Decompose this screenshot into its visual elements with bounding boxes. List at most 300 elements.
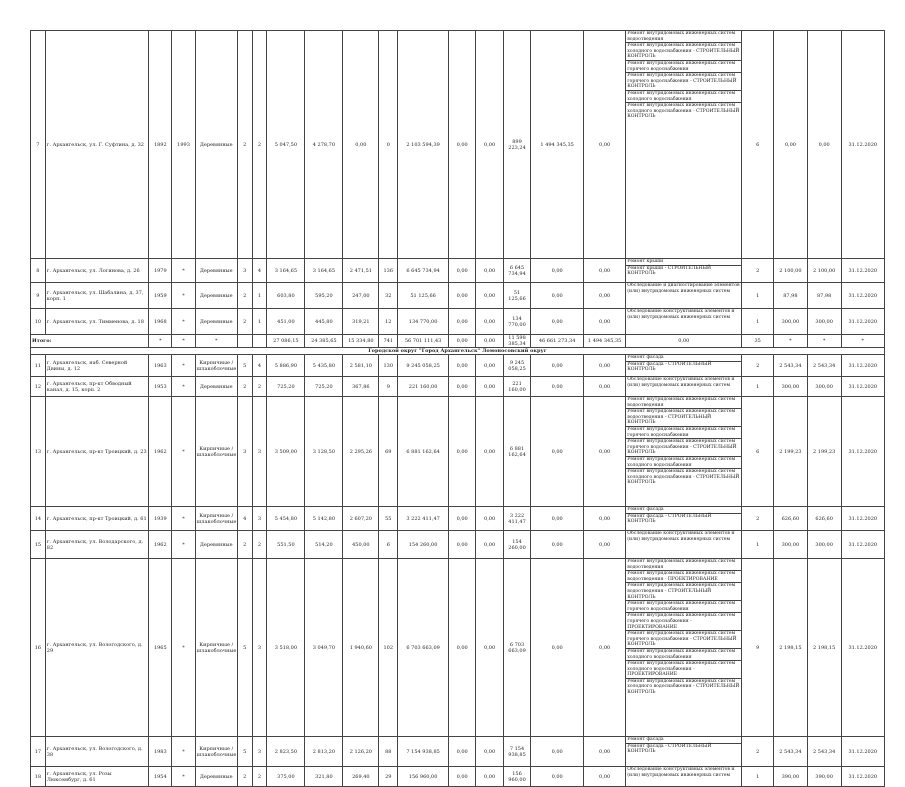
work-item: Ремонт внутридомовых инженерных систем горячего водоснабжения xyxy=(626,601,741,613)
work-item: Ремонт внутридомовых инженерных систем холодного водоснабжения xyxy=(626,91,741,103)
cell-addr: г. Архангельск, ул. Г. Суфтина, д. 32 xyxy=(45,31,148,259)
cell-m2: 300,00 xyxy=(774,309,808,335)
cell-y1: 1968 xyxy=(149,309,172,335)
cell-y1: 1953 xyxy=(149,377,172,397)
work-item: Ремонт внутридомовых инженерных систем холодного водоснабжения xyxy=(626,457,741,469)
cell-z1: 0,00 xyxy=(448,259,475,283)
cell-addr: г. Архангельск, ул. Вологодского, д. 29 xyxy=(45,559,148,737)
cell-c2: 0,00 xyxy=(531,397,584,507)
cell-date: 31.12.2020 xyxy=(841,531,884,559)
cell-date: 31.12.2020 xyxy=(841,767,884,787)
cell-res: 130 xyxy=(379,355,398,377)
capital-repair-table xyxy=(30,30,885,787)
total-cell xyxy=(252,335,267,348)
cell-cost: 7 154 938,85 xyxy=(398,737,449,767)
work-item: Ремонт внутридомовых инженерных систем горячего водоснабжения - ПРОЕКТИРОВАНИЕ xyxy=(626,613,741,631)
cell-m1: 6 xyxy=(742,397,774,507)
total-cell: 0,00 xyxy=(626,335,742,348)
cell-fl: 2 xyxy=(237,309,252,335)
cell-s3: 367,86 xyxy=(343,377,379,397)
cell-c2: 0,00 xyxy=(531,377,584,397)
cell-z3: 0,00 xyxy=(584,559,626,737)
cell-s2: 4 278,70 xyxy=(305,31,343,259)
cell-s2: 595,20 xyxy=(305,283,343,309)
table-row xyxy=(31,397,885,507)
cell-m2: 2 543,34 xyxy=(774,737,808,767)
cell-z1: 0,00 xyxy=(448,283,475,309)
district-header-row xyxy=(31,348,885,355)
cell-date: 31.12.2020 xyxy=(841,283,884,309)
cell-n: 18 xyxy=(31,767,46,787)
cell-n: 11 xyxy=(31,355,46,377)
cell-addr: г. Архангельск, ул. Логинова, д. 26 xyxy=(45,259,148,283)
work-item: Ремонт фасада - СТРОИТЕЛЬНЫЙ КОНТРОЛЬ xyxy=(627,361,712,373)
cell-res: 6 xyxy=(379,531,398,559)
cell-res: 69 xyxy=(379,397,398,507)
cell-res: 12 xyxy=(379,309,398,335)
cell-y2: 1993 xyxy=(172,31,195,259)
cell-cost: 2 103 594,39 xyxy=(398,31,449,259)
cell-fl: 5 xyxy=(237,355,252,377)
work-item: Ремонт внутридомовых инженерных систем водоотведения xyxy=(626,559,741,571)
cell-z2: 0,00 xyxy=(476,259,503,283)
cell-m2: 2 100,00 xyxy=(774,259,808,283)
cell-y1: 1954 xyxy=(149,767,172,787)
cell-z2: 0,00 xyxy=(476,309,503,335)
cell-s2: 5 142,80 xyxy=(305,507,343,531)
cell-n: 9 xyxy=(31,283,46,309)
cell-m2: 0,00 xyxy=(774,31,808,259)
cell-y1: 1892 xyxy=(149,31,172,259)
cell-mat: Деревянные xyxy=(195,377,237,397)
cell-c2: 0,00 xyxy=(531,559,584,737)
cell-fl: 2 xyxy=(237,283,252,309)
cell-cost: 3 222 411,47 xyxy=(398,507,449,531)
work-item: Ремонт внутридомовых инженерных систем водоотведения xyxy=(626,31,741,43)
work-item: Ремонт внутридомовых инженерных систем горячего водоснабжения - СТРОИТЕЛЬНЫЙ КОНТРОЛЬ xyxy=(626,439,741,457)
work-item: Ремонт фасада xyxy=(626,737,741,744)
cell-m3: 2 198,15 xyxy=(807,559,841,737)
total-cell: 741 xyxy=(379,335,398,348)
cell-y2: * xyxy=(172,507,195,531)
cell-fl: 3 xyxy=(237,397,252,507)
total-cell: 0,00 xyxy=(476,335,503,348)
total-label: Итого: xyxy=(31,335,149,348)
cell-z2: 0,00 xyxy=(476,559,503,737)
cell-m1: 9 xyxy=(742,559,774,737)
cell-res: 9 xyxy=(379,377,398,397)
cell-z1: 0,00 xyxy=(448,397,475,507)
cell-mat: Деревянные xyxy=(195,283,237,309)
cell-z2: 0,00 xyxy=(476,531,503,559)
cell-en: 2 xyxy=(252,767,267,787)
cell-m1: 1 xyxy=(742,767,774,787)
work-item: Ремонт внутридомовых инженерных систем холодного водоснабжения - ПРОЕКТИРОВАНИЕ xyxy=(626,661,741,679)
total-cell: 27 086,15 xyxy=(267,335,305,348)
cell-c1: 156 960,00 xyxy=(503,767,530,787)
work-item: Ремонт фасада xyxy=(626,355,741,362)
total-cell: * xyxy=(172,335,195,348)
cell-mat: Деревянные xyxy=(195,309,237,335)
table-row xyxy=(31,259,885,283)
cell-c2: 0,00 xyxy=(531,355,584,377)
cell-addr: г. Архангельск, ул. Володарского, д. 82 xyxy=(45,531,148,559)
work-item: Ремонт крыши xyxy=(626,259,741,266)
cell-fl: 3 xyxy=(237,259,252,283)
cell-en: 4 xyxy=(252,355,267,377)
cell-n: 13 xyxy=(31,397,46,507)
cell-s1: 451,00 xyxy=(267,309,305,335)
total-cell: * xyxy=(195,335,237,348)
cell-m1: 1 xyxy=(742,283,774,309)
works-cell xyxy=(626,767,742,787)
cell-date: 31.12.2020 xyxy=(841,559,884,737)
cell-z2: 0,00 xyxy=(476,507,503,531)
work-item: Ремонт внутридомовых инженерных систем водоотведения xyxy=(626,397,741,409)
cell-res: 55 xyxy=(379,507,398,531)
cell-fl: 2 xyxy=(237,31,252,259)
total-cell: * xyxy=(807,335,841,348)
total-cell: 1 494 345,35 xyxy=(584,335,626,348)
cell-y2: * xyxy=(172,767,195,787)
cell-c1: 154 260,00 xyxy=(503,531,530,559)
total-cell: 0,00 xyxy=(448,335,475,348)
cell-c2: 0,00 xyxy=(531,737,584,767)
cell-y2: * xyxy=(172,355,195,377)
cell-m1: 1 xyxy=(742,377,774,397)
cell-m1: 1 xyxy=(742,309,774,335)
cell-z2: 0,00 xyxy=(476,397,503,507)
cell-m2: 2 198,15 xyxy=(774,559,808,737)
cell-z1: 0,00 xyxy=(448,355,475,377)
cell-z1: 0,00 xyxy=(448,737,475,767)
cell-z1: 0,00 xyxy=(448,31,475,259)
total-cell: 46 661 273,34 xyxy=(531,335,584,348)
cell-c2: 0,00 xyxy=(531,283,584,309)
cell-s2: 514,20 xyxy=(305,531,343,559)
cell-s1: 551,50 xyxy=(267,531,305,559)
cell-n: 8 xyxy=(31,259,46,283)
cell-addr: г. Архангельск, ул. Розы Люксембург, д. 61 xyxy=(45,767,148,787)
cell-date: 31.12.2020 xyxy=(841,355,884,377)
cell-mat: Кирпичные / шлакоблочные xyxy=(195,355,237,377)
cell-z3: 0,00 xyxy=(584,377,626,397)
cell-m2: 626,60 xyxy=(774,507,808,531)
cell-m3: 2 543,34 xyxy=(807,737,841,767)
cell-mat: Кирпичные / шлакоблочные xyxy=(195,559,237,737)
cell-s2: 5 435,80 xyxy=(305,355,343,377)
cell-fl: 4 xyxy=(237,507,252,531)
cell-z3: 0,00 xyxy=(584,355,626,377)
cell-y1: 1983 xyxy=(149,737,172,767)
cell-en: 3 xyxy=(252,397,267,507)
cell-cost: 6 881 162,64 xyxy=(398,397,449,507)
cell-date: 31.12.2020 xyxy=(841,737,884,767)
cell-y1: 1962 xyxy=(149,397,172,507)
cell-y2: * xyxy=(172,737,195,767)
cell-s1: 3 164,65 xyxy=(267,259,305,283)
cell-addr: г. Архангельск, наб. Северной Двины, д. 12 xyxy=(45,355,148,377)
total-cell: 15 334,80 xyxy=(343,335,379,348)
cell-s3: 269,40 xyxy=(343,767,379,787)
work-item: Обследование конструктивных элементов и (или) внутридомовых инженерных систем xyxy=(627,531,735,542)
cell-date: 31.12.2020 xyxy=(841,397,884,507)
cell-m3: 87,98 xyxy=(807,283,841,309)
cell-z3: 0,00 xyxy=(584,259,626,283)
table-row xyxy=(31,377,885,397)
cell-m2: 390,00 xyxy=(774,767,808,787)
works-cell xyxy=(626,737,742,767)
work-item: Ремонт фасада - СТРОИТЕЛЬНЫЙ КОНТРОЛЬ xyxy=(627,743,712,755)
table-row xyxy=(31,355,885,377)
cell-z3: 0,00 xyxy=(584,507,626,531)
cell-s3: 1 940,60 xyxy=(343,559,379,737)
cell-m2: 87,98 xyxy=(774,283,808,309)
cell-c1: 221 160,00 xyxy=(503,377,530,397)
table-row xyxy=(31,767,885,787)
works-cell xyxy=(626,531,742,559)
work-item: Обследование и диагностирование элементов (или) внутридомовых инженерных систем xyxy=(627,283,740,294)
cell-en: 3 xyxy=(252,507,267,531)
cell-en: 1 xyxy=(252,309,267,335)
cell-c2: 0,00 xyxy=(531,507,584,531)
work-item: Ремонт внутридомовых инженерных систем горячего водоснабжения - СТРОИТЕЛЬНЫЙ КОНТРОЛЬ xyxy=(626,73,741,91)
cell-c1: 3 222 411,47 xyxy=(503,507,530,531)
work-item: Ремонт внутридомовых инженерных систем водоотведения - ПРОЕКТИРОВАНИЕ xyxy=(626,571,741,583)
cell-m3: 300,00 xyxy=(807,377,841,397)
cell-c1: 7 154 938,85 xyxy=(503,737,530,767)
cell-y2: * xyxy=(172,309,195,335)
table-row xyxy=(31,309,885,335)
cell-s2: 3 164,65 xyxy=(305,259,343,283)
table-row xyxy=(31,31,885,259)
cell-addr: г. Архангельск, пр-кт Троицкий, д. 61 xyxy=(45,507,148,531)
cell-z1: 0,00 xyxy=(448,309,475,335)
cell-mat: Деревянные xyxy=(195,31,237,259)
district-title: Городской округ "Город Архангельск" Ломоносовский округ xyxy=(31,348,885,355)
cell-y1: 1979 xyxy=(149,259,172,283)
cell-date: 31.12.2020 xyxy=(841,507,884,531)
cell-en: 1 xyxy=(252,283,267,309)
cell-s1: 603,80 xyxy=(267,283,305,309)
cell-fl: 5 xyxy=(237,737,252,767)
cell-y1: 1965 xyxy=(149,559,172,737)
cell-n: 16 xyxy=(31,559,46,737)
table-row xyxy=(31,283,885,309)
cell-cost: 9 245 058,25 xyxy=(398,355,449,377)
cell-addr: г. Архангельск, ул. Шабалина, д. 37, корп. 1 xyxy=(45,283,148,309)
cell-y2: * xyxy=(172,559,195,737)
cell-s3: 450,00 xyxy=(343,531,379,559)
cell-c1: 9 245 058,25 xyxy=(503,355,530,377)
cell-z2: 0,00 xyxy=(476,767,503,787)
cell-s2: 445,80 xyxy=(305,309,343,335)
cell-m1: 2 xyxy=(742,355,774,377)
works-cell xyxy=(626,31,742,259)
cell-res: 102 xyxy=(379,559,398,737)
cell-res: 88 xyxy=(379,737,398,767)
cell-m3: 300,00 xyxy=(807,309,841,335)
work-item: Ремонт внутридомовых инженерных систем горячего водоснабжения xyxy=(626,61,741,73)
cell-z3: 0,00 xyxy=(584,283,626,309)
cell-s3: 2 126,20 xyxy=(343,737,379,767)
cell-date: 31.12.2020 xyxy=(841,309,884,335)
cell-date: 31.12.2020 xyxy=(841,259,884,283)
works-cell xyxy=(626,507,742,531)
cell-res: 32 xyxy=(379,283,398,309)
cell-z1: 0,00 xyxy=(448,767,475,787)
cell-cost: 51 125,66 xyxy=(398,283,449,309)
cell-n: 15 xyxy=(31,531,46,559)
cell-c1: 51 125,66 xyxy=(503,283,530,309)
work-item: Ремонт внутридомовых инженерных систем холодного водоснабжения xyxy=(626,649,741,661)
cell-c1: 6 645 734,94 xyxy=(503,259,530,283)
cell-c1: 6 703 663,09 xyxy=(503,559,530,737)
cell-m3: 0,00 xyxy=(807,31,841,259)
work-item: Обследование конструктивных элементов и (или) внутридомовых инженерных систем xyxy=(627,309,735,320)
cell-mat: Деревянные xyxy=(195,767,237,787)
total-cell xyxy=(237,335,252,348)
cell-m2: 300,00 xyxy=(774,531,808,559)
cell-res: 136 xyxy=(379,259,398,283)
cell-cost: 6 645 734,94 xyxy=(398,259,449,283)
cell-y2: * xyxy=(172,283,195,309)
cell-m1: 2 xyxy=(742,259,774,283)
cell-c2: 0,00 xyxy=(531,531,584,559)
cell-s2: 321,80 xyxy=(305,767,343,787)
cell-s2: 3 128,50 xyxy=(305,397,343,507)
works-cell xyxy=(626,259,742,283)
cell-mat: Кирпичные / шлакоблочные xyxy=(195,397,237,507)
cell-s3: 2 607,20 xyxy=(343,507,379,531)
cell-s3: 2 581,10 xyxy=(343,355,379,377)
cell-en: 2 xyxy=(252,31,267,259)
cell-cost: 156 960,00 xyxy=(398,767,449,787)
cell-s1: 5 454,80 xyxy=(267,507,305,531)
table-row xyxy=(31,507,885,531)
cell-z2: 0,00 xyxy=(476,737,503,767)
cell-s2: 725,20 xyxy=(305,377,343,397)
cell-s3: 247,00 xyxy=(343,283,379,309)
cell-fl: 2 xyxy=(237,767,252,787)
cell-n: 10 xyxy=(31,309,46,335)
cell-date: 31.12.2020 xyxy=(841,31,884,259)
work-item: Обследование конструктивных элементов и (или) внутридомовых инженерных систем xyxy=(627,767,735,778)
cell-s1: 3 509,00 xyxy=(267,397,305,507)
work-item: Ремонт внутридомовых инженерных систем холодного водоснабжения - СТРОИТЕЛЬНЫЙ КОНТРОЛЬ xyxy=(627,103,740,120)
total-cell: 24 385,65 xyxy=(305,335,343,348)
cell-en: 2 xyxy=(252,377,267,397)
cell-n: 7 xyxy=(31,31,46,259)
cell-s1: 375,00 xyxy=(267,767,305,787)
works-cell xyxy=(626,559,742,737)
cell-s2: 2 813,20 xyxy=(305,737,343,767)
works-cell xyxy=(626,283,742,309)
cell-res: 0 xyxy=(379,31,398,259)
work-item: Ремонт фасада xyxy=(626,507,741,514)
cell-z3: 0,00 xyxy=(584,531,626,559)
total-cell: 11 598 385,34 xyxy=(503,335,530,348)
cell-y1: 1963 xyxy=(149,355,172,377)
cell-m3: 390,00 xyxy=(807,767,841,787)
cell-en: 2 xyxy=(252,531,267,559)
work-item: Ремонт внутридомовых инженерных систем горячего водоснабжения xyxy=(626,427,741,439)
work-item: Обследование конструктивных элементов и (или) внутридомовых инженерных систем xyxy=(627,377,735,388)
cell-m3: 300,00 xyxy=(807,531,841,559)
cell-m1: 2 xyxy=(742,737,774,767)
table-row xyxy=(31,559,885,737)
total-row xyxy=(31,335,885,348)
cell-fl: 2 xyxy=(237,531,252,559)
cell-m3: 2 100,00 xyxy=(807,259,841,283)
cell-n: 17 xyxy=(31,737,46,767)
work-item: Ремонт внутридомовых инженерных систем водоотведения - СТРОИТЕЛЬНЫЙ КОНТРОЛЬ xyxy=(626,583,741,601)
cell-c2: 0,00 xyxy=(531,767,584,787)
cell-y1: 1939 xyxy=(149,507,172,531)
cell-s1: 5 886,90 xyxy=(267,355,305,377)
cell-z3: 0,00 xyxy=(584,397,626,507)
cell-mat: Кирпичные / шлакоблочные xyxy=(195,737,237,767)
cell-z2: 0,00 xyxy=(476,355,503,377)
work-item: Ремонт крыши - СТРОИТЕЛЬНЫЙ КОНТРОЛЬ xyxy=(627,265,712,277)
cell-z3: 0,00 xyxy=(584,31,626,259)
cell-z3: 0,00 xyxy=(584,737,626,767)
cell-c1: 6 881 162,64 xyxy=(503,397,530,507)
cell-cost: 154 260,00 xyxy=(398,531,449,559)
cell-m1: 1 xyxy=(742,531,774,559)
work-item: Ремонт внутридомовых инженерных систем водоотведения - СТРОИТЕЛЬНЫЙ КОНТРОЛЬ xyxy=(626,409,741,427)
cell-s1: 5 047,50 xyxy=(267,31,305,259)
cell-s1: 2 823,50 xyxy=(267,737,305,767)
cell-z2: 0,00 xyxy=(476,377,503,397)
cell-fl: 5 xyxy=(237,559,252,737)
cell-y1: 1959 xyxy=(149,283,172,309)
cell-en: 3 xyxy=(252,737,267,767)
table-row xyxy=(31,737,885,767)
cell-mat: Деревянные xyxy=(195,259,237,283)
cell-y1: 1962 xyxy=(149,531,172,559)
cell-n: 14 xyxy=(31,507,46,531)
cell-addr: г. Архангельск, ул. Тимменова, д. 18 xyxy=(45,309,148,335)
cell-c1: 899 223,24 xyxy=(503,31,530,259)
cell-y2: * xyxy=(172,397,195,507)
cell-m2: 2 199,23 xyxy=(774,397,808,507)
work-item: Ремонт внутридомовых инженерных систем холодного водоснабжения - СТРОИТЕЛЬНЫЙ КОНТРОЛЬ xyxy=(627,678,740,696)
cell-y2: * xyxy=(172,259,195,283)
cell-z1: 0,00 xyxy=(448,507,475,531)
cell-m2: 2 543,34 xyxy=(774,355,808,377)
cell-s3: 319,21 xyxy=(343,309,379,335)
total-cell: * xyxy=(774,335,808,348)
cell-s3: 2 295,26 xyxy=(343,397,379,507)
cell-m3: 2 199,23 xyxy=(807,397,841,507)
cell-en: 3 xyxy=(252,559,267,737)
cell-s3: 2 471,51 xyxy=(343,259,379,283)
cell-z1: 0,00 xyxy=(448,559,475,737)
total-cell: 35 xyxy=(742,335,774,348)
cell-m1: 2 xyxy=(742,507,774,531)
cell-s2: 3 049,70 xyxy=(305,559,343,737)
cell-s1: 725,20 xyxy=(267,377,305,397)
cell-z3: 0,00 xyxy=(584,309,626,335)
works-cell xyxy=(626,377,742,397)
works-cell xyxy=(626,397,742,507)
cell-c1: 134 770,00 xyxy=(503,309,530,335)
cell-cost: 134 770,00 xyxy=(398,309,449,335)
cell-addr: г. Архангельск, пр-кт Обводный канал, д. 15, корп. 2 xyxy=(45,377,148,397)
cell-m2: 300,00 xyxy=(774,377,808,397)
work-item: Ремонт внутридомовых инженерных систем холодного водоснабжения - СТРОИТЕЛЬНЫЙ КОНТРОЛЬ xyxy=(627,43,740,60)
